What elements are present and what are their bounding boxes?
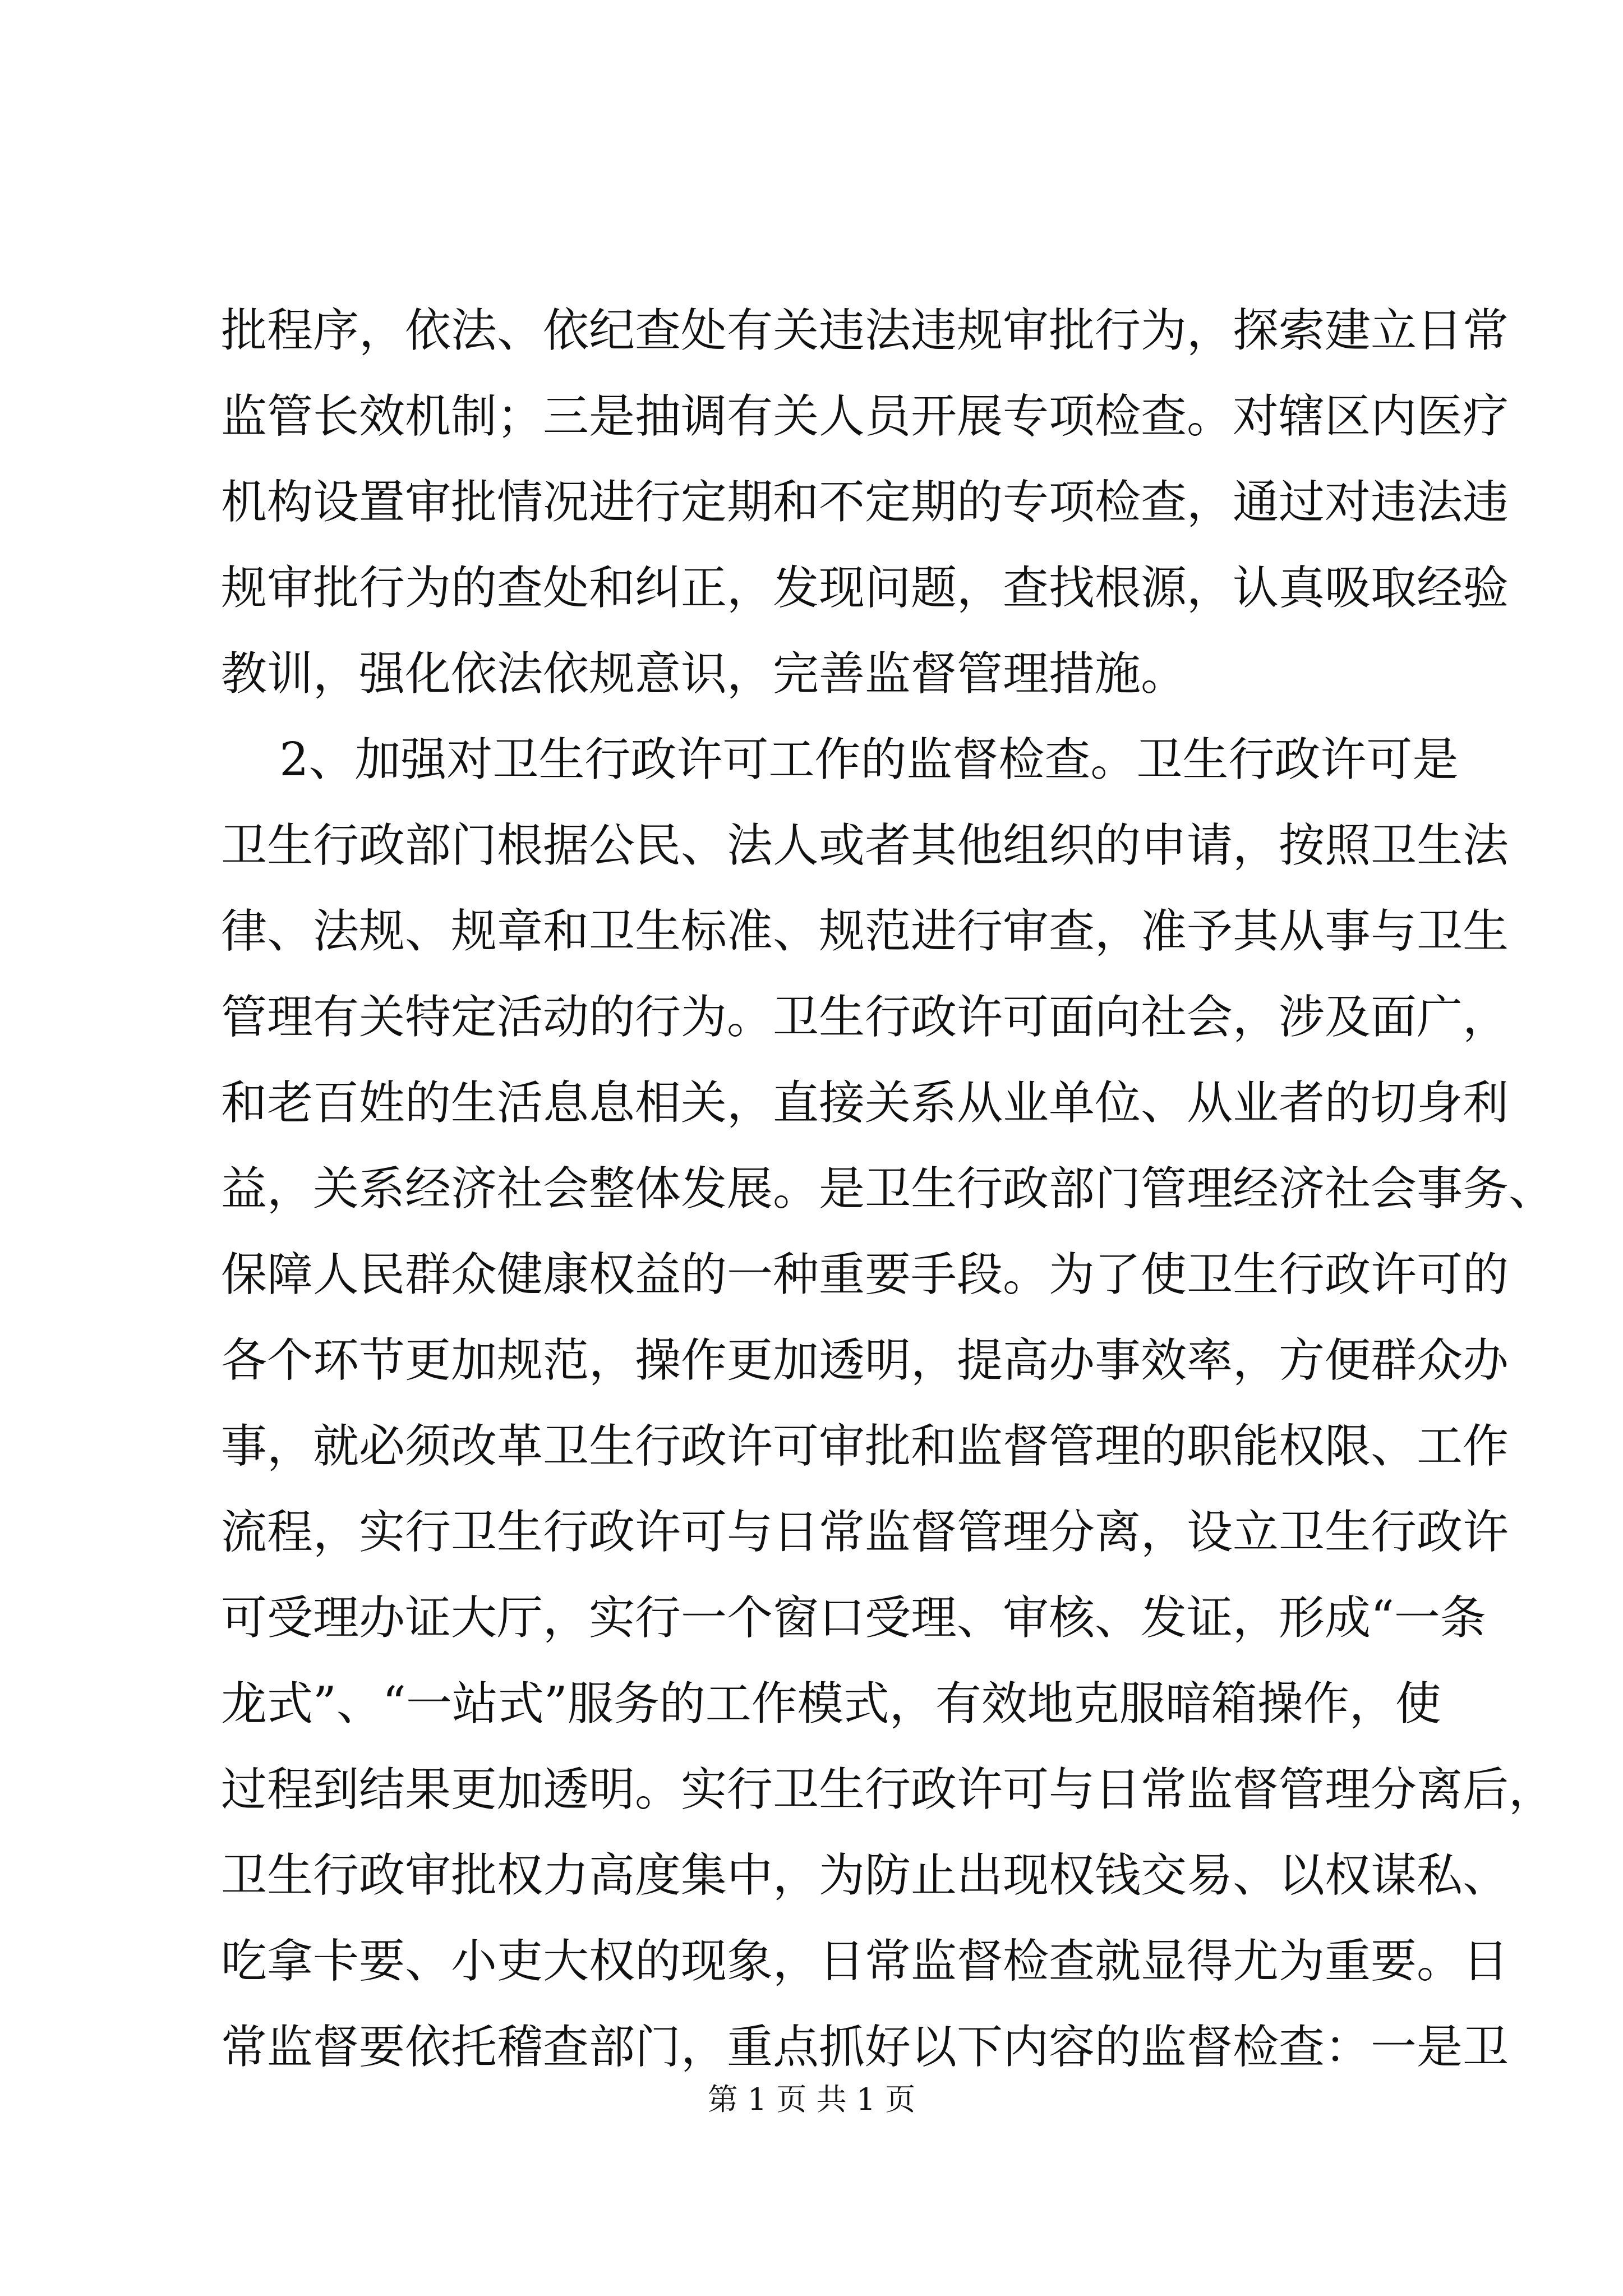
text-line: 龙式”、“一站式”服务的工作模式，有效地克服暗箱操作，使 bbox=[221, 1677, 1441, 1731]
text-line: 机构设置审批情况进行定期和不定期的专项检查，通过对违法违 bbox=[221, 476, 1509, 529]
page-number-label: 第 1 页 共 1 页 bbox=[707, 2082, 916, 2117]
text-line: 规审批行为的查处和纠正，发现问题，查找根源，认真吸取经验 bbox=[221, 562, 1509, 615]
text-line: 可受理办证大厅，实行一个窗口受理、审核、发证，形成“一条 bbox=[221, 1591, 1486, 1645]
text-line: 教训，强化依法依规意识，完善监督管理措施。 bbox=[221, 647, 1187, 701]
text-line: 益，关系经济社会整体发展。是卫生行政部门管理经济社会事务、 bbox=[221, 1162, 1555, 1216]
text-line: 流程，实行卫生行政许可与日常监督管理分离，设立卫生行政许 bbox=[221, 1506, 1509, 1559]
text-line: 保障人民群众健康权益的一种重要手段。为了使卫生行政许可的 bbox=[221, 1248, 1509, 1301]
text-line: 吃拿卡要、小吏大权的现象，日常监督检查就显得尤为重要。日 bbox=[221, 1935, 1509, 1988]
text-line: 常监督要依托稽查部门，重点抓好以下内容的监督检查：一是卫 bbox=[221, 2021, 1509, 2074]
text-line: 批程序，依法、依纪查处有关违法违规审批行为，探索建立日常 bbox=[221, 304, 1509, 357]
text-line: 律、法规、规章和卫生标准、规范进行审查，准予其从事与卫生 bbox=[221, 905, 1509, 958]
body-text bbox=[221, 288, 1555, 2090]
text-line: 监管长效机制；三是抽调有关人员开展专项检查。对辖区内医疗 bbox=[221, 390, 1509, 443]
text-line: 2、加强对卫生行政许可工作的监督检查。卫生行政许可是 bbox=[221, 733, 1459, 786]
text-line: 过程到结果更加透明。实行卫生行政许可与日常监督管理分离后， bbox=[221, 1763, 1555, 1816]
text-line: 事，就必须改革卫生行政许可审批和监督管理的职能权限、工作 bbox=[221, 1420, 1509, 1473]
text-line: 和老百姓的生活息息相关，直接关系从业单位、从业者的切身利 bbox=[221, 1076, 1509, 1130]
text-line: 卫生行政部门根据公民、法人或者其他组织的申请，按照卫生法 bbox=[221, 819, 1509, 872]
text-line: 管理有关特定活动的行为。卫生行政许可面向社会，涉及面广， bbox=[221, 991, 1509, 1044]
text-line: 各个环节更加规范，操作更加透明，提高办事效率，方便群众办 bbox=[221, 1334, 1509, 1387]
text-line: 卫生行政审批权力高度集中，为防止出现权钱交易、以权谋私、 bbox=[221, 1849, 1509, 1902]
page-footer bbox=[0, 2076, 1623, 2119]
